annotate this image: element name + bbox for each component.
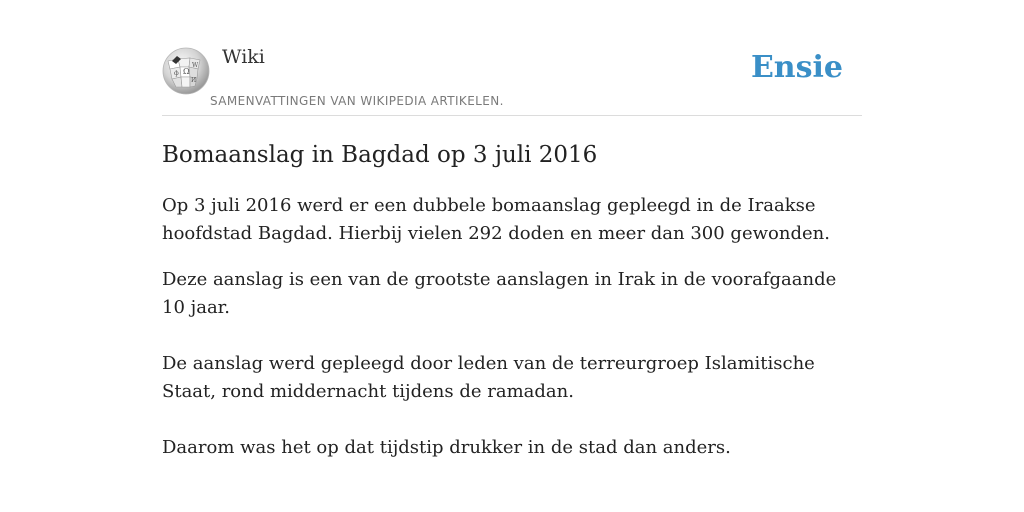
svg-text:И: И [191, 77, 197, 84]
tagline: SAMENVATTINGEN VAN WIKIPEDIA ARTIKELEN. [210, 94, 504, 108]
svg-text:Ω: Ω [183, 67, 190, 76]
svg-text:W: W [192, 62, 199, 69]
article-paragraph: De aanslag werd gepleegd door leden van de terreurgroep Islamitische Staat, rond middernacht tijdens de ramadan. [162, 353, 815, 402]
article [162, 138, 862, 462]
wikipedia-globe-icon[interactable] [162, 47, 210, 95]
site-header [162, 40, 862, 116]
site-label[interactable]: Wiki [222, 46, 265, 68]
article-paragraph: Daarom was het op dat tijdstip drukker in de stad dan anders. [162, 437, 731, 458]
article-title: Bomaanslag in Bagdad op 3 juli 2016 [162, 142, 598, 168]
brand-logo[interactable]: Ensie [750, 50, 843, 85]
svg-text:ф: ф [174, 70, 179, 77]
article-paragraph: Op 3 juli 2016 werd er een dubbele bomaanslag gepleegd in de Iraakse hoofdstad Bagdad. Hierbij vielen 292 doden en meer dan 300 gewonden. [162, 195, 830, 244]
article-paragraph: Deze aanslag is een van de grootste aanslagen in Irak in de voorafgaande 10 jaar. [162, 269, 837, 318]
